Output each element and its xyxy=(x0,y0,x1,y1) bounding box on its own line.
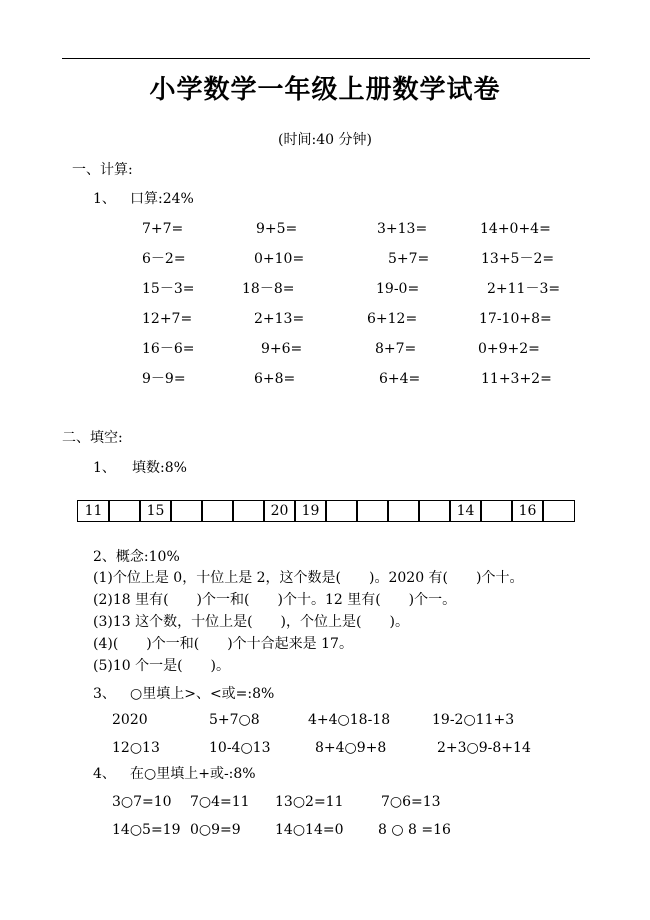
section2-q1-title: 填数:8% xyxy=(132,460,187,476)
calc-item: 6+12= xyxy=(367,311,418,327)
calc-item: 7+7= xyxy=(142,221,184,237)
calc-item: 11+3+2= xyxy=(481,371,552,387)
calc-item: 9+5= xyxy=(256,221,298,237)
number-cell xyxy=(387,500,420,522)
calc-item: 8+7= xyxy=(375,341,417,357)
calc-item: 16－6= xyxy=(142,341,195,357)
sign-item: 7○4=11 xyxy=(190,794,250,810)
calc-item: 0+9+2= xyxy=(478,341,540,357)
number-cell xyxy=(108,500,141,522)
calc-item: 3+13= xyxy=(377,221,428,237)
section1-heading: 一、计算: xyxy=(72,162,133,178)
calc-item: 14+0+4= xyxy=(480,221,551,237)
section2-heading: 二、填空: xyxy=(62,430,123,446)
compare-item: 12○13 xyxy=(112,740,160,756)
number-cell xyxy=(542,500,575,522)
number-cell xyxy=(201,500,234,522)
calc-item: 2+13= xyxy=(254,311,305,327)
number-cell xyxy=(170,500,203,522)
section2-q3-label: 3、 xyxy=(93,686,116,702)
sign-item: 14○5=19 xyxy=(112,822,181,838)
number-cell: 16 xyxy=(511,500,544,522)
sign-item: 7○6=13 xyxy=(381,794,441,810)
calc-item: 12+7= xyxy=(142,311,193,327)
sign-item: 13○2=11 xyxy=(275,794,344,810)
calc-item: 9+6= xyxy=(261,341,303,357)
calc-item: 6+8= xyxy=(254,371,296,387)
calc-item: 18－8= xyxy=(242,281,295,297)
number-cell xyxy=(325,500,358,522)
sign-item: 8 ○ 8 =16 xyxy=(378,822,451,838)
calc-item: 6+4= xyxy=(379,371,421,387)
compare-item: 8+4○9+8 xyxy=(315,740,387,756)
section2-q4-label: 4、 xyxy=(93,766,116,782)
section2-q2-title: 2、概念:10% xyxy=(93,549,180,565)
page-title: 小学数学一年级上册数学试卷 xyxy=(149,75,501,105)
number-cell xyxy=(480,500,513,522)
concept-line: (3)13 这个数，十位上是( )，个位上是( )。 xyxy=(93,614,409,630)
calc-item: 19-0= xyxy=(376,281,420,297)
section1-q1-title: 口算:24% xyxy=(130,191,194,207)
number-cell xyxy=(418,500,451,522)
concept-line: (1)个位上是 0，十位上是 2，这个数是( )。2020 有( )个十。 xyxy=(93,570,524,586)
section2-q4-title: 在○里填上+或-:8% xyxy=(130,766,256,782)
compare-item: 2+3○9-8+14 xyxy=(437,740,531,756)
calc-item: 6－2= xyxy=(142,251,186,267)
number-cell: 19 xyxy=(294,500,327,522)
calc-item: 9－9= xyxy=(142,371,186,387)
sign-item: 14○14=0 xyxy=(275,822,344,838)
compare-item: 4+4○18-18 xyxy=(308,712,391,728)
number-cell: 11 xyxy=(77,500,110,522)
sign-item: 3○7=10 xyxy=(112,794,172,810)
compare-item: 2020 xyxy=(112,712,148,728)
calc-item: 17-10+8= xyxy=(479,311,552,327)
time-note: (时间:40 分钟) xyxy=(278,132,372,148)
calc-item: 2+11－3= xyxy=(487,281,561,297)
number-cell: 14 xyxy=(449,500,482,522)
calc-item: 0+10= xyxy=(254,251,305,267)
top-rule xyxy=(62,58,590,59)
calc-item: 5+7= xyxy=(388,251,430,267)
sign-item: 0○9=9 xyxy=(190,822,241,838)
number-cell: 15 xyxy=(139,500,172,522)
number-cell xyxy=(232,500,265,522)
number-cell xyxy=(356,500,389,522)
compare-item: 19-2○11+3 xyxy=(432,712,515,728)
section1-q1-label: 1、 xyxy=(93,191,116,207)
calc-item: 13+5－2= xyxy=(481,251,555,267)
section2-q3-title: ○里填上>、<或=:8% xyxy=(130,686,275,702)
compare-item: 5+7○8 xyxy=(209,712,260,728)
calc-item: 15－3= xyxy=(142,281,195,297)
section2-q1-label: 1、 xyxy=(93,460,116,476)
number-cell: 20 xyxy=(263,500,296,522)
compare-item: 10-4○13 xyxy=(209,740,271,756)
concept-line: (2)18 里有( )个一和( )个十。12 里有( )个一。 xyxy=(93,592,457,608)
concept-line: (4)( )个一和( )个十合起来是 17。 xyxy=(93,636,353,652)
concept-line: (5)10 个一是( )。 xyxy=(93,658,231,674)
